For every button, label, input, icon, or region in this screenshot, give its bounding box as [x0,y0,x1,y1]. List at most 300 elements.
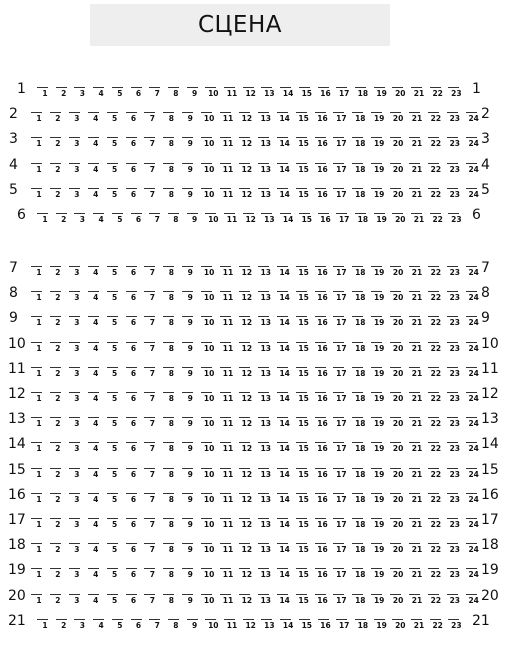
seat[interactable]: 18 [355,189,366,199]
seat[interactable]: 5 [111,595,118,605]
seat[interactable]: 18 [357,215,369,224]
seat[interactable]: 20 [392,545,404,555]
seat[interactable]: 17 [336,570,347,580]
seat[interactable]: 22 [430,268,442,277]
seat[interactable]: 6 [130,469,137,479]
seat[interactable]: 9 [187,189,193,199]
seat[interactable]: 3 [74,343,80,353]
seat[interactable]: 20 [392,318,404,328]
seat[interactable]: 10 [203,343,215,353]
seat[interactable]: 6 [130,114,137,124]
seat[interactable]: 18 [355,343,366,353]
seat[interactable]: 3 [74,164,80,174]
seat[interactable]: 2 [55,469,61,479]
seat[interactable]: 21 [411,268,423,277]
seat[interactable]: 6 [130,520,137,529]
seat[interactable]: 9 [187,268,193,277]
seat[interactable]: 22 [430,469,442,479]
seat[interactable]: 17 [336,293,347,303]
seat[interactable]: 9 [187,164,193,174]
seat[interactable]: 1 [36,595,42,605]
seat[interactable]: 21 [411,368,423,378]
seat[interactable]: 7 [149,394,155,403]
seat[interactable]: 24 [468,318,479,328]
seat[interactable]: 14 [279,318,290,328]
seat[interactable]: 4 [98,89,104,98]
seat[interactable]: 24 [468,368,479,378]
seat[interactable]: 8 [168,494,174,504]
seat[interactable]: 20 [392,444,404,454]
seat[interactable]: 8 [173,620,179,630]
seat[interactable]: 12 [245,215,256,224]
seat[interactable]: 7 [149,595,155,605]
seat[interactable]: 19 [373,419,385,429]
seat[interactable]: 13 [260,293,272,303]
seat[interactable]: 5 [111,545,118,555]
seat[interactable]: 4 [93,164,99,174]
seat[interactable]: 6 [135,215,142,224]
seat[interactable]: 8 [168,343,174,353]
seat[interactable]: 13 [260,545,272,555]
seat[interactable]: 7 [149,520,155,529]
seat[interactable]: 23 [449,469,461,479]
seat[interactable]: 19 [373,444,385,454]
seat[interactable]: 11 [222,545,234,555]
seat[interactable]: 2 [61,215,67,224]
seat[interactable]: 3 [74,469,80,479]
seat[interactable]: 16 [317,394,328,403]
seat[interactable]: 6 [130,189,137,199]
seat[interactable]: 5 [111,394,118,403]
seat[interactable]: 7 [149,343,155,353]
seat[interactable]: 11 [222,268,234,277]
seat[interactable]: 10 [203,139,215,149]
seat[interactable]: 7 [149,293,155,303]
seat[interactable]: 16 [317,494,328,504]
seat[interactable]: 18 [355,139,366,149]
seat[interactable]: 22 [430,318,442,328]
seat[interactable]: 3 [74,114,80,124]
seat[interactable]: 1 [36,318,42,328]
seat[interactable]: 12 [241,343,253,353]
seat[interactable]: 18 [355,368,366,378]
seat[interactable]: 16 [317,419,328,429]
seat[interactable]: 16 [317,545,328,555]
seat[interactable]: 10 [203,394,215,403]
seat[interactable]: 16 [317,595,328,605]
seat[interactable]: 5 [111,444,118,454]
seat[interactable]: 15 [298,343,309,353]
seat[interactable]: 10 [203,268,215,277]
seat[interactable]: 4 [93,114,99,124]
seat[interactable]: 6 [130,595,137,605]
seat[interactable]: 24 [468,268,479,277]
seat[interactable]: 20 [392,114,404,124]
seat[interactable]: 14 [282,89,294,98]
seat[interactable]: 2 [55,545,61,555]
seat[interactable]: 21 [411,570,423,580]
seat[interactable]: 4 [93,368,99,378]
seat[interactable]: 13 [260,343,272,353]
seat[interactable]: 4 [93,139,99,149]
seat[interactable]: 23 [449,268,461,277]
seat[interactable]: 4 [93,570,99,580]
seat[interactable]: 18 [355,419,366,429]
seat[interactable]: 2 [61,620,67,630]
seat[interactable]: 13 [260,570,272,580]
seat[interactable]: 10 [203,114,215,124]
seat[interactable]: 17 [336,189,347,199]
seat[interactable]: 8 [168,469,174,479]
seat[interactable]: 23 [449,164,461,174]
seat[interactable]: 11 [222,139,234,149]
seat[interactable]: 13 [260,469,272,479]
seat[interactable]: 15 [298,444,309,454]
seat[interactable]: 17 [336,394,347,403]
seat[interactable]: 19 [373,570,385,580]
seat[interactable]: 6 [130,164,137,174]
seat[interactable]: 6 [130,293,137,303]
seat[interactable]: 17 [336,343,347,353]
seat[interactable]: 1 [36,343,42,353]
seat[interactable]: 24 [468,595,479,605]
seat[interactable]: 19 [373,139,385,149]
seat[interactable]: 22 [432,215,443,224]
seat[interactable]: 14 [282,215,294,224]
seat[interactable]: 22 [430,164,442,174]
seat[interactable]: 11 [222,469,234,479]
seat[interactable]: 24 [468,444,479,454]
seat[interactable]: 16 [317,268,328,277]
seat[interactable]: 14 [279,444,290,454]
seat[interactable]: 10 [208,215,219,224]
seat[interactable]: 15 [298,419,309,429]
seat[interactable]: 20 [392,268,404,277]
seat[interactable]: 13 [260,494,272,504]
seat[interactable]: 19 [373,318,385,328]
seat[interactable]: 13 [260,394,272,403]
seat[interactable]: 9 [191,620,198,630]
seat[interactable]: 7 [154,215,160,224]
seat[interactable]: 21 [411,469,423,479]
seat[interactable]: 15 [298,268,309,277]
seat[interactable]: 9 [187,114,193,124]
seat[interactable]: 14 [279,469,290,479]
seat[interactable]: 10 [203,444,215,454]
seat[interactable]: 24 [468,114,479,124]
seat[interactable]: 11 [222,368,234,378]
seat[interactable]: 12 [245,620,256,630]
seat[interactable]: 18 [355,114,366,124]
seat[interactable]: 14 [279,570,290,580]
seat[interactable]: 11 [222,419,234,429]
seat[interactable]: 4 [98,215,104,224]
seat[interactable]: 12 [241,318,253,328]
seat[interactable]: 22 [432,89,443,98]
seat[interactable]: 10 [203,520,215,529]
seat[interactable]: 1 [36,419,42,429]
seat[interactable]: 12 [241,368,253,378]
seat[interactable]: 18 [355,545,366,555]
seat[interactable]: 8 [168,595,174,605]
seat[interactable]: 7 [149,419,155,429]
seat[interactable]: 8 [168,189,174,199]
seat[interactable]: 23 [449,595,461,605]
seat[interactable]: 7 [149,494,155,504]
seat[interactable]: 6 [130,419,137,429]
seat[interactable]: 4 [93,545,99,555]
seat[interactable]: 2 [55,419,61,429]
seat[interactable]: 14 [279,268,290,277]
seat[interactable]: 20 [392,520,404,529]
seat[interactable]: 1 [36,139,42,149]
seat[interactable]: 19 [373,595,385,605]
seat[interactable]: 14 [279,139,290,149]
seat[interactable]: 17 [338,89,350,98]
seat[interactable]: 24 [468,293,479,303]
seat[interactable]: 23 [449,444,461,454]
seat[interactable]: 7 [154,89,160,98]
seat[interactable]: 23 [451,620,462,630]
seat[interactable]: 4 [93,268,99,277]
seat[interactable]: 11 [226,215,238,224]
seat[interactable]: 21 [413,89,425,98]
seat[interactable]: 11 [222,494,234,504]
seat[interactable]: 21 [411,595,423,605]
seat[interactable]: 15 [298,595,309,605]
seat[interactable]: 22 [430,419,442,429]
seat[interactable]: 20 [392,368,404,378]
seat[interactable]: 16 [317,343,328,353]
seat[interactable]: 20 [392,494,404,504]
seat[interactable]: 15 [298,189,309,199]
seat[interactable]: 2 [55,595,61,605]
seat[interactable]: 2 [55,520,61,529]
seat[interactable]: 8 [168,268,174,277]
seat[interactable]: 9 [187,570,193,580]
seat[interactable]: 12 [241,164,253,174]
seat[interactable]: 4 [93,494,99,504]
seat[interactable]: 1 [36,520,42,529]
seat[interactable]: 5 [111,494,118,504]
seat[interactable]: 22 [430,444,442,454]
seat[interactable]: 21 [411,114,423,124]
seat[interactable]: 11 [222,444,234,454]
seat[interactable]: 20 [392,139,404,149]
seat[interactable]: 1 [36,469,42,479]
seat[interactable]: 18 [355,318,366,328]
seat[interactable]: 16 [317,139,328,149]
seat[interactable]: 17 [338,215,350,224]
seat[interactable]: 19 [373,114,385,124]
seat[interactable]: 8 [168,444,174,454]
seat[interactable]: 11 [222,520,234,529]
seat[interactable]: 17 [336,545,347,555]
seat[interactable]: 13 [260,114,272,124]
seat[interactable]: 17 [336,419,347,429]
seat[interactable]: 18 [355,595,366,605]
seat[interactable]: 10 [203,419,215,429]
seat[interactable]: 6 [130,545,137,555]
seat[interactable]: 19 [373,164,385,174]
seat[interactable]: 23 [449,545,461,555]
seat[interactable]: 18 [355,444,366,454]
seat[interactable]: 2 [55,394,61,403]
seat[interactable]: 9 [187,520,193,529]
seat[interactable]: 16 [320,215,331,224]
seat[interactable]: 3 [74,444,80,454]
seat[interactable]: 9 [187,419,193,429]
seat[interactable]: 6 [130,494,137,504]
seat[interactable]: 2 [55,293,61,303]
seat[interactable]: 14 [279,545,290,555]
seat[interactable]: 4 [93,293,99,303]
seat[interactable]: 16 [320,620,331,630]
seat[interactable]: 6 [130,570,137,580]
seat[interactable]: 1 [36,545,42,555]
seat[interactable]: 22 [430,570,442,580]
seat[interactable]: 8 [173,89,179,98]
seat[interactable]: 17 [336,595,347,605]
seat[interactable]: 2 [55,139,61,149]
seat[interactable]: 6 [130,139,137,149]
seat[interactable]: 4 [93,318,99,328]
seat[interactable]: 5 [111,139,118,149]
seat[interactable]: 19 [373,343,385,353]
seat[interactable]: 23 [449,318,461,328]
seat[interactable]: 8 [168,114,174,124]
seat[interactable]: 23 [449,293,461,303]
seat[interactable]: 21 [411,494,423,504]
seat[interactable]: 21 [413,215,425,224]
seat[interactable]: 10 [203,570,215,580]
seat[interactable]: 14 [282,620,294,630]
seat[interactable]: 19 [373,394,385,403]
seat[interactable]: 11 [222,570,234,580]
seat[interactable]: 9 [187,318,193,328]
seat[interactable]: 24 [468,394,479,403]
seat[interactable]: 17 [336,139,347,149]
seat[interactable]: 6 [130,268,137,277]
seat[interactable]: 21 [411,293,423,303]
seat[interactable]: 5 [111,368,118,378]
seat[interactable]: 21 [411,520,423,529]
seat[interactable]: 20 [392,164,404,174]
seat[interactable]: 9 [187,394,193,403]
seat[interactable]: 14 [279,343,290,353]
seat[interactable]: 17 [336,494,347,504]
seat[interactable]: 15 [298,164,309,174]
seat[interactable]: 2 [55,494,61,504]
seat[interactable]: 4 [93,469,99,479]
seat[interactable]: 11 [222,164,234,174]
seat[interactable]: 8 [168,318,174,328]
seat[interactable]: 17 [336,164,347,174]
seat[interactable]: 12 [241,570,253,580]
seat[interactable]: 22 [430,368,442,378]
seat[interactable]: 1 [36,444,42,454]
seat[interactable]: 20 [395,215,406,224]
seat[interactable]: 2 [55,318,61,328]
seat[interactable]: 18 [355,570,366,580]
seat[interactable]: 21 [411,444,423,454]
seat[interactable]: 17 [336,469,347,479]
seat[interactable]: 22 [430,189,442,199]
seat[interactable]: 15 [298,520,309,529]
seat[interactable]: 12 [241,469,253,479]
seat[interactable]: 17 [336,444,347,454]
seat[interactable]: 16 [317,368,328,378]
seat[interactable]: 22 [430,494,442,504]
seat[interactable]: 3 [79,215,85,224]
seat[interactable]: 11 [226,620,238,630]
seat[interactable]: 1 [36,494,42,504]
seat[interactable]: 18 [355,164,366,174]
seat[interactable]: 14 [279,293,290,303]
seat[interactable]: 8 [168,520,174,529]
seat[interactable]: 8 [168,164,174,174]
seat[interactable]: 5 [117,620,123,630]
seat[interactable]: 24 [468,419,479,429]
seat[interactable]: 9 [187,293,193,303]
seat[interactable]: 10 [203,293,215,303]
seat[interactable]: 19 [373,368,385,378]
seat[interactable]: 23 [449,419,461,429]
seat[interactable]: 4 [93,419,99,429]
seat[interactable]: 11 [222,343,234,353]
seat[interactable]: 20 [392,189,404,199]
seat[interactable]: 5 [111,268,118,277]
seat[interactable]: 1 [42,89,48,98]
seat[interactable]: 17 [336,318,347,328]
seat[interactable]: 11 [222,318,234,328]
seat[interactable]: 4 [93,394,99,403]
seat[interactable]: 14 [279,164,290,174]
seat[interactable]: 21 [411,545,423,555]
seat[interactable]: 9 [187,368,193,378]
seat[interactable]: 8 [173,215,179,224]
seat[interactable]: 1 [36,394,42,403]
seat[interactable]: 21 [411,189,423,199]
seat[interactable]: 20 [392,595,404,605]
seat[interactable]: 2 [55,189,61,199]
seat[interactable]: 23 [451,215,462,224]
seat[interactable]: 2 [55,268,61,277]
seat[interactable]: 20 [392,293,404,303]
seat[interactable]: 19 [373,189,385,199]
seat[interactable]: 19 [373,268,385,277]
seat[interactable]: 15 [298,368,309,378]
seat[interactable]: 13 [260,444,272,454]
seat[interactable]: 13 [260,368,272,378]
seat[interactable]: 17 [336,114,347,124]
seat[interactable]: 3 [74,139,80,149]
seat[interactable]: 5 [111,520,118,529]
seat[interactable]: 5 [111,570,118,580]
seat[interactable]: 12 [241,293,253,303]
seat[interactable]: 5 [111,419,118,429]
seat[interactable]: 2 [55,343,61,353]
seat[interactable]: 3 [74,570,80,580]
seat[interactable]: 5 [111,114,118,124]
seat[interactable]: 12 [241,595,253,605]
seat[interactable]: 7 [149,469,155,479]
seat[interactable]: 2 [55,114,61,124]
seat[interactable]: 3 [74,419,80,429]
seat[interactable]: 13 [260,189,272,199]
seat[interactable]: 13 [260,520,272,529]
seat[interactable]: 5 [111,189,118,199]
